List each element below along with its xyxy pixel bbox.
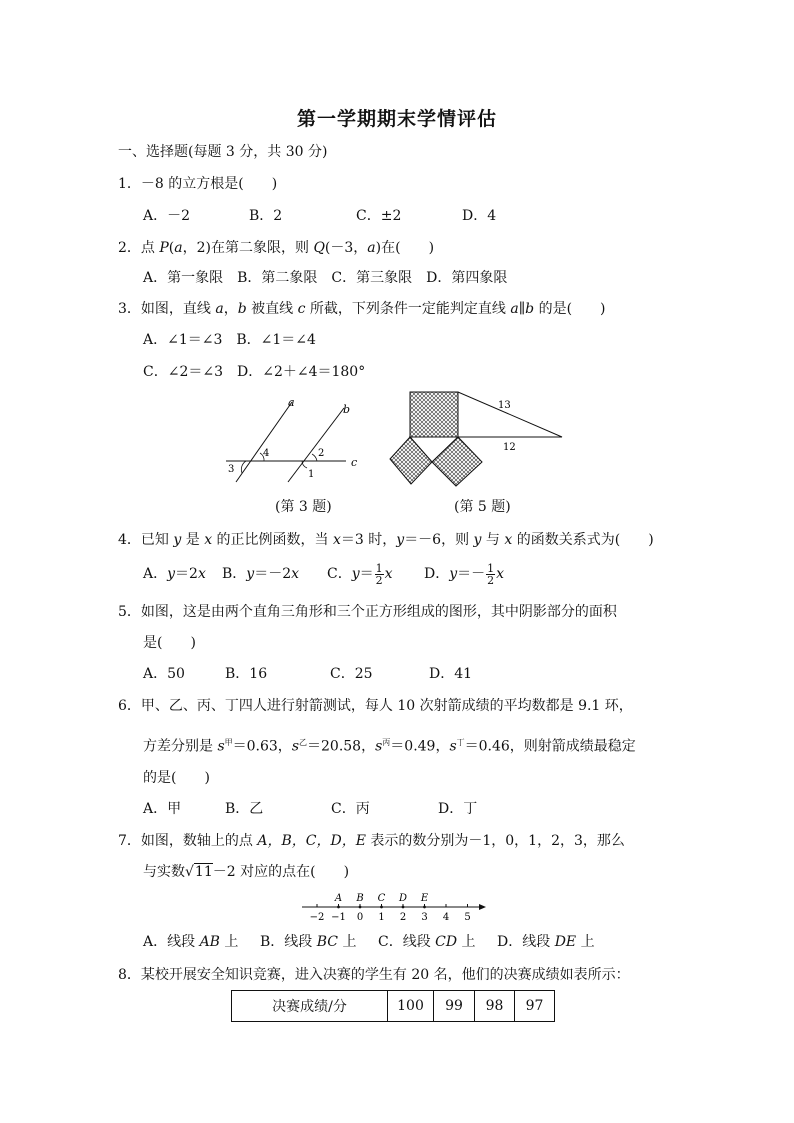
q1-option-c: C．±2 — [356, 208, 402, 224]
q5-option-b: B．16 — [225, 666, 268, 682]
q1-stem: 1．－8 的立方根是( ) — [118, 176, 278, 192]
q4-option-a: A．y＝2x — [143, 566, 206, 582]
number-line-point — [337, 906, 340, 909]
q5-stem-line1: 5．如图，这是由两个直角三角形和三个正方形组成的图形，其中阴影部分的面积 — [118, 604, 617, 620]
page-title: 第一学期期末学情评估 — [296, 108, 497, 130]
q2-stem: 2．点 P(a，2)在第二象限，则 Q(－3，a)在( ) — [118, 240, 435, 256]
section-heading: 一、选择题(每题 3 分，共 30 分) — [118, 144, 328, 160]
number-line-point-label: E — [420, 893, 429, 904]
fig3-label-a: a — [288, 396, 295, 409]
number-line-tick-label: 5 — [464, 912, 471, 923]
fig5-label-13: 13 — [498, 400, 511, 411]
q7-stem-line2: 与实数√11－2 对应的点在( ) — [143, 864, 350, 880]
number-line-tick-label: 4 — [442, 912, 450, 923]
fig3-angle-1: 1 — [308, 469, 315, 480]
q3-stem: 3．如图，直线 a，b 被直线 c 所截，下列条件一定能判定直线 a∥b 的是( ) — [118, 301, 606, 317]
q7-option-b: B．线段 BC 上 — [260, 934, 357, 950]
q3-options-cd: C．∠2＝∠3 D．∠2＋∠4＝180° — [143, 364, 366, 380]
q7-option-c: C．线段 CD 上 — [378, 934, 476, 950]
q6-option-c: C．丙 — [331, 801, 370, 817]
number-line-tick-label: 3 — [421, 912, 428, 923]
table-cell: 98 — [475, 991, 515, 1022]
number-line-tick-label: −2 — [309, 912, 325, 923]
number-line-tick-label: 2 — [399, 912, 407, 923]
table-cell: 100 — [388, 991, 434, 1022]
fig5-label-12: 12 — [503, 442, 516, 453]
table-row — [232, 991, 555, 1022]
number-line-point — [402, 906, 405, 909]
table-cell: 99 — [434, 991, 475, 1022]
number-line-point — [380, 906, 383, 909]
number-line-tick-label: −1 — [331, 912, 346, 923]
fig3-label-b: b — [343, 403, 351, 416]
fraction-one-half: $\frac{1}{2}$ — [487, 561, 495, 587]
fig3-angle-2: 2 — [318, 448, 325, 459]
q5-stem-line2: 是( ) — [143, 635, 196, 651]
q4-stem: 4．已知 y 是 x 的正比例函数，当 x＝3 时，y＝－6，则 y 与 x 的函数关系式为( ) — [118, 532, 654, 548]
fig3-angle-3: 3 — [228, 464, 235, 475]
q4-option-c: C．y＝ $\frac{1}{2}$ x — [327, 561, 393, 587]
q6-option-a: A．甲 — [143, 801, 182, 817]
figure-5-caption: (第 5 题) — [454, 499, 511, 515]
number-line-point-label: B — [356, 893, 364, 904]
figure-5-squares-triangles — [384, 388, 566, 490]
square-root-11: 11 — [194, 864, 213, 880]
q6-stem-line1: 6．甲、乙、丙、丁四人进行射箭测试，每人 10 次射箭成绩的平均数都是 9.1 环， — [118, 698, 633, 714]
q4-option-b: B．y＝－2x — [222, 566, 300, 582]
fig3-label-c: c — [351, 456, 358, 469]
number-line-point-label: C — [377, 893, 386, 904]
q5-option-c: C．25 — [330, 666, 373, 682]
q5-option-a: A．50 — [143, 666, 185, 682]
q7-option-d: D．线段 DE 上 — [497, 934, 595, 950]
figure-3-caption: (第 3 题) — [275, 499, 332, 515]
number-line-tick-label: 0 — [356, 912, 364, 923]
q6-option-b: B．乙 — [225, 801, 264, 817]
q3-options-ab: A．∠1＝∠3 B．∠1＝∠4 — [143, 332, 316, 348]
score-table — [231, 990, 555, 1022]
q1-option-d: D．4 — [462, 208, 497, 224]
number-line-tick-label: 1 — [378, 912, 385, 923]
number-line-point — [359, 906, 362, 909]
q5-option-d: D．41 — [429, 666, 473, 682]
number-line — [300, 890, 490, 924]
number-line-point-label: A — [334, 893, 343, 904]
table-header-cell: 决赛成绩/分 — [232, 991, 388, 1022]
q1-option-a: A．－2 — [143, 208, 191, 224]
fig3-angle-4: 4 — [263, 448, 270, 459]
table-cell: 97 — [515, 991, 555, 1022]
q7-option-a: A．线段 AB 上 — [143, 934, 239, 950]
q2-options: A．第一象限 B．第二象限 C．第三象限 D．第四象限 — [143, 270, 508, 286]
fraction-one-half: $\frac{1}{2}$ — [375, 561, 383, 587]
figure-3-parallel-lines — [222, 392, 362, 492]
q8-stem: 8．某校开展安全知识竞赛，进入决赛的学生有 20 名，他们的决赛成绩如表所示： — [118, 967, 630, 983]
q6-option-d: D．丁 — [438, 801, 478, 817]
number-line-point-label: D — [398, 893, 408, 904]
q6-stem-line2: 方差分别是 $s^甲=0.63$，$s^乙=20.58$，$s^丙=0.49$，$s^丁=0.46$，则射箭成绩最稳定 — [143, 738, 636, 755]
q4-option-d: D．y＝－ $\frac{1}{2}$ x — [424, 561, 505, 587]
number-line-point — [423, 906, 426, 909]
q7-stem-line1: 7．如图，数轴上的点 A，B，C，D，E 表示的数分别为－1，0，1，2，3，那么 — [118, 833, 625, 849]
q1-option-b: B．2 — [249, 208, 283, 224]
q6-stem-line3: 的是( ) — [143, 770, 210, 786]
